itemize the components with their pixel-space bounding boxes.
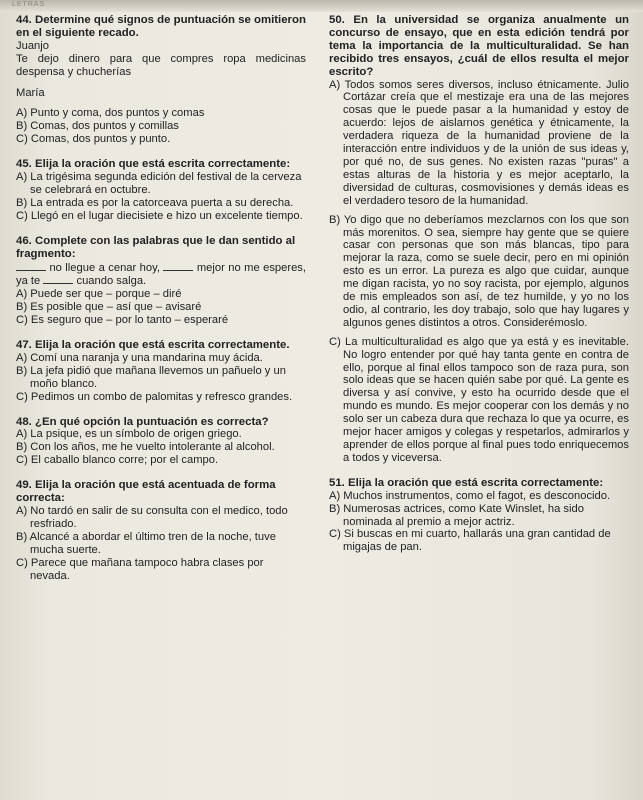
question-48-option-a: A) La psique, es un símbolo de origen griego.	[16, 428, 242, 441]
right-column	[329, 14, 629, 566]
question-50-header: 50. En la universidad se organiza anualmente un concurso de ensayo, que en esta edición tendrá por tema la importancia de la multiculturalidad. Se han recibido tres ensayos, ¿cuál de ellos resulta el mejor escrito?	[329, 14, 629, 78]
question-45-header: 45. Elija la oración que está escrita correctamente:	[16, 158, 291, 171]
question-48-option-c: C) El caballo blanco corre; por el campo.	[16, 454, 219, 467]
question-46-option-b: B) Es posible que – así que – avisaré	[16, 301, 202, 314]
question-47-option-a: A) Comí una naranja y una mandarina muy ácida.	[16, 351, 263, 364]
question-48-header: 48. ¿En qué opción la puntuación es correcta?	[16, 415, 269, 428]
question-45-option-a: A) La trigésima segunda edición del festival de la cerveza se celebrará en octubre.	[16, 171, 302, 196]
question-47-option-c: C) Pedimos un combo de palomitas y refresco grandes.	[16, 390, 293, 403]
question-46-option-a: A) Puede ser que – porque – diré	[16, 288, 182, 301]
question-44-option-c: C) Comas, dos puntos y punto.	[16, 133, 171, 146]
question-45-option-b: B) La entrada es por la catorceava puerta a su derecha.	[16, 196, 294, 209]
question-51-header: 51. Elija la oración que está escrita correctamente:	[329, 476, 604, 489]
question-44-passage-name: Juanjo	[16, 39, 49, 52]
question-47-option-b: B) La jefa pidió que mañana llevemos un pañuelo y un moño blanco.	[16, 364, 286, 390]
question-51-option-a: A) Muchos instrumentos, como el fagot, es desconocido.	[329, 489, 611, 502]
question-46-fragment: no llegue a cenar hoy, mejor no me esperes, ya te cuando salga.	[16, 261, 307, 288]
question-49-header: 49. Elija la oración que está acentuada de forma correcta:	[16, 479, 276, 505]
question-49-option-a: A) No tardó en salir de su consulta con el medico, todo resfriado.	[16, 505, 288, 530]
question-51-option-c: C) Si buscas en mi cuarto, hallarás una gran cantidad de migajas de pan.	[329, 528, 611, 554]
question-47-header: 47. Elija la oración que está escrita correctamente.	[16, 339, 290, 352]
question-44-option-a: A) Punto y coma, dos puntos y comas	[16, 107, 205, 120]
question-49-option-b: B) Alcancé a abordar el último tren de la noche, tuve mucha suerte.	[16, 530, 276, 556]
question-46-option-c: C) Es seguro que – por lo tanto – esperaré	[16, 314, 229, 327]
header-tag: LETRAS	[12, 1, 46, 8]
blank-1	[16, 261, 46, 271]
question-45	[16, 158, 306, 223]
question-49-option-c: C) Parece que mañana tampoco habra clases por nevada.	[16, 556, 264, 582]
question-51-option-b: B) Numerosas actrices, como Kate Winslet, ha sido nominada al premio a mejor actriz.	[329, 502, 584, 528]
left-column	[16, 14, 306, 594]
question-51	[329, 477, 629, 554]
question-48-option-b: B) Con los años, me he vuelto intolerante al alcohol.	[16, 441, 275, 454]
top-edge	[0, 0, 643, 12]
question-44-header: 44. Determine qué signos de puntuación se omitieron en el siguiente recado.	[16, 14, 306, 39]
question-50-option-c: C) La multiculturalidad es algo que ya está y es inevitable. No logro entender por qué hay tanta gente en contra de ello, porque al final ellos tampoco son de raza pura, son solo ideas que se hacen quién sabe por qué. La gente es diversa y así convive, y esto ha ocurrido desde que el mundo es mundo. Es mejor cooperar con los demás y no solo ser un cabeza dura que rechaza lo que ya ocurre, es mejor hacer amigos y colegas y respetarlos, admirarlos y aprender de ellos porque al final pues todo enriquecemos a todos y viceversa.	[329, 335, 629, 464]
question-45-option-c: C) Llegó en el lugar diecisiete e hizo un excelente tiempo.	[16, 209, 303, 222]
blank-3	[43, 274, 73, 284]
question-44-option-b: B) Comas, dos puntos y comillas	[16, 120, 179, 133]
question-44	[16, 14, 306, 146]
question-48	[16, 416, 306, 468]
question-47	[16, 339, 306, 404]
question-50	[329, 14, 629, 465]
question-50-option-b: B) Yo digo que no deberíamos mezclarnos con los que son más morenitos. O sea, siempre hay gente que se quiere casar con personas que son más blancas, tipo para mejorar la raza, como se suele decir, pero en mi opinión esto es un error. La pureza es algo que cuidar, aunque me digan racista, yo no soy racista, por ejemplo, algunos de mis empleados son así, de tez humilde, y yo no los odio, al contrario, les doy trabajo, solo que hay lugares y algunos genes distintos a otros. Considerémoslo.	[329, 213, 629, 329]
blank-2	[163, 261, 193, 271]
question-46-header: 46. Complete con las palabras que le dan sentido al fragmento:	[16, 234, 296, 260]
question-50-option-a: A) Todos somos seres diversos, incluso étnicamente. Julio Cortázar creía que el mestizaje era una de las mejores cosas que le puede pasar a la humanidad y estoy de acuerdo: lejos de aislarnos genética y étnicamente, la verdadera riqueza de la humanidad proviene de la interacción entre individuos y de la unión de sus ideas y, por qué no, de sus genes. No existen razas "puras" a estas alturas de la historia y es mejor aceptarlo, la diversidad de culturas, cosmovisiones y demás ideas es el verdadero tesoro de la humanidad.	[329, 78, 629, 207]
question-46	[16, 235, 306, 327]
question-44-passage-signature: María	[16, 86, 45, 99]
question-44-passage-body: Te dejo dinero para que compres ropa medicinas despensa y chucherías	[16, 52, 306, 78]
question-49	[16, 479, 306, 582]
